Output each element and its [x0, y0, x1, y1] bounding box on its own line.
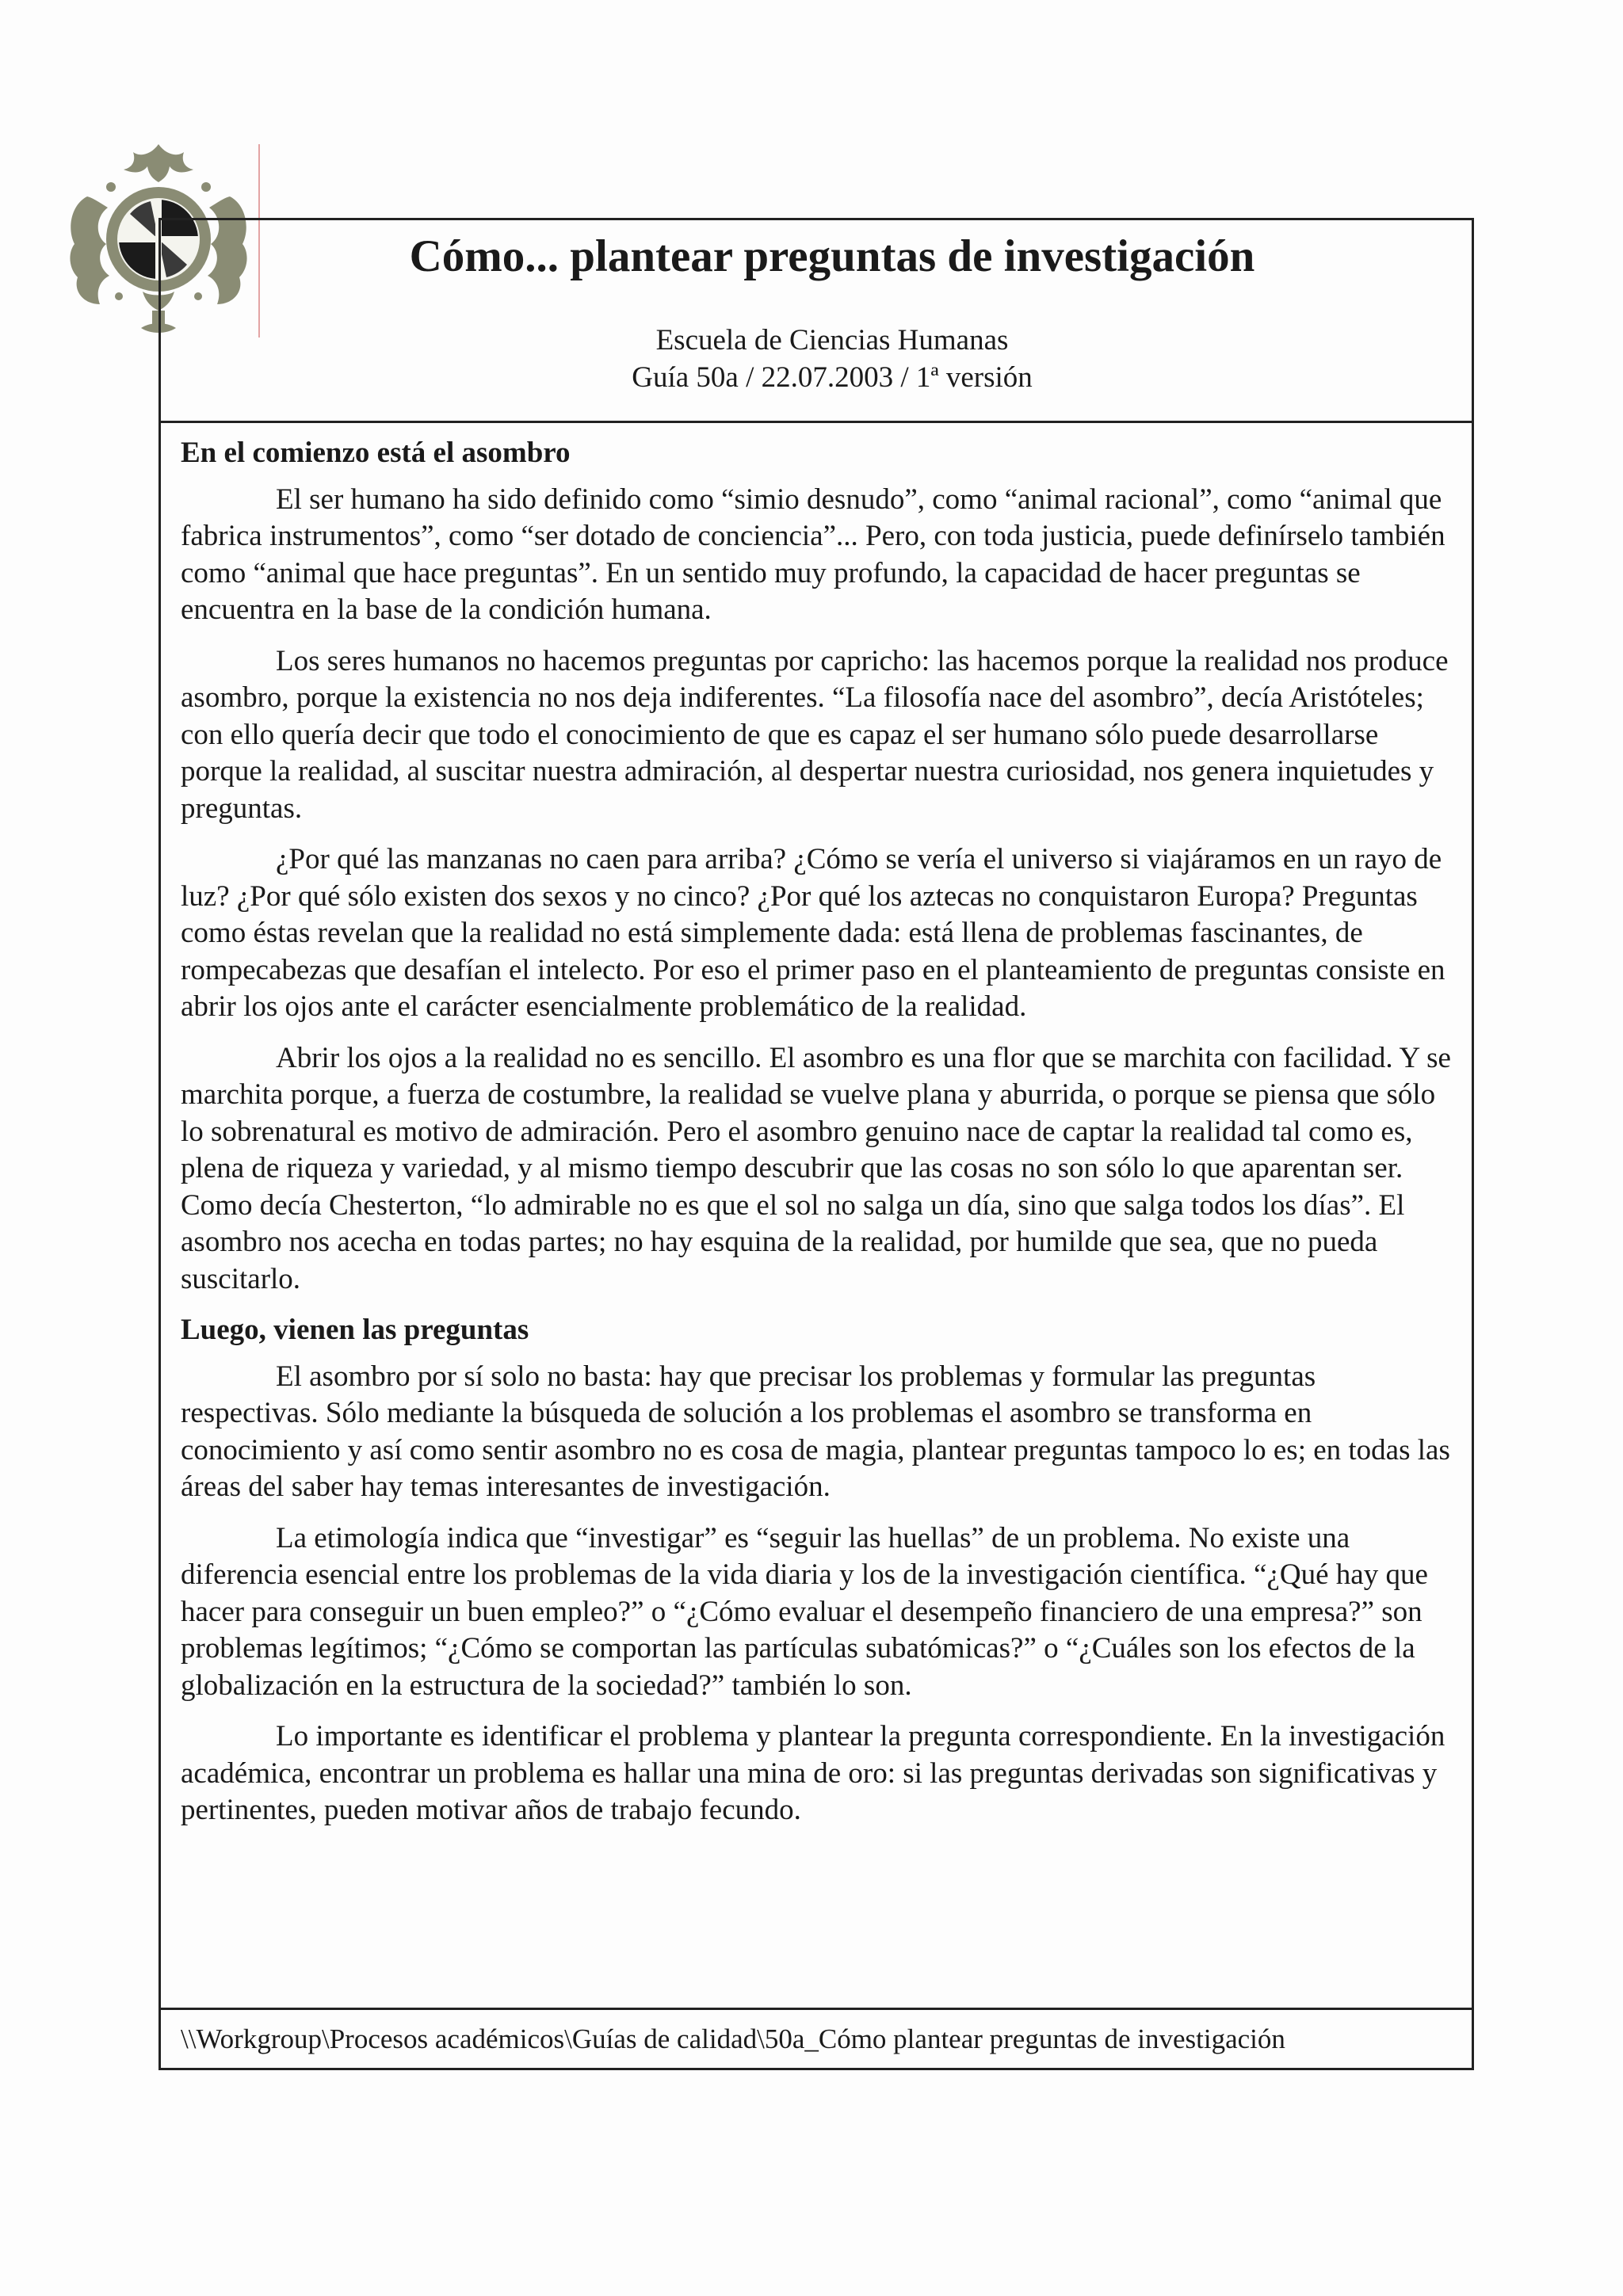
guide-info: Guía 50a / 22.07.2003 / 1ª versión	[632, 361, 1033, 394]
document-header	[161, 220, 1472, 423]
paragraph: Los seres humanos no hacemos preguntas por capricho: las hacemos porque la realidad nos produce asombro, porque la existencia no nos deja indiferentes. “La filosofía nace del asombro”, decía Aristóteles; con ello quería decir que todo el conocimiento de que es capaz el ser humano sólo puede desarrollarse porque la realidad, al suscitar nuestra admiración, al despertar nuestra curiosidad, nos genera inquietudes y preguntas.	[181, 644, 1449, 825]
section-heading: Luego, vienen las preguntas	[181, 1314, 529, 1346]
page-title: Cómo... plantear preguntas de investigación	[409, 231, 1255, 281]
paragraph: Lo importante es identificar el problema y plantear la pregunta correspondiente. En la investigación académica, encontrar un problema es hallar una mina de oro: si las preguntas derivadas son significativas y pertinentes, pueden motivar años de trabajo fecundo.	[181, 1720, 1445, 1826]
document-body	[181, 435, 1452, 1844]
document-frame	[158, 218, 1474, 2070]
paragraph: El ser humano ha sido definido como “simio desnudo”, como “animal racional”, como “animal que fabrica instrumentos”, como “ser dotado de conciencia”... Pero, con toda justicia, puede definírselo también como “animal que hace preguntas”. En un sentido muy profundo, la capacidad de hacer preguntas se encuentra en la base de la condición humana.	[181, 482, 1445, 626]
school-name: Escuela de Ciencias Humanas	[655, 324, 1009, 357]
document-footer	[161, 2008, 1472, 2068]
header-subtitle	[161, 322, 1472, 396]
paragraph: La etimología indica que “investigar” es “seguir las huellas” de un problema. No existe una diferencia esencial entre los problemas de la vida diaria y los de la investigación científica. “¿Qué hay que hacer para conseguir un buen empleo?” o “¿Cómo evaluar el desempeño financiero de una empresa?” son problemas legítimos; “¿Cómo se comportan las partículas subatómicas?” o “¿Cuáles son los efectos de la globalización en la estructura de la sociedad?” también lo son.	[181, 1521, 1428, 1702]
paragraph: Abrir los ojos a la realidad no es sencillo. El asombro es una flor que se marchita con facilidad. Y se marchita porque, a fuerza de costumbre, la realidad se vuelve plana y aburrida, o porque se piensa que sólo lo sobrenatural es motivo de admiración. Pero el asombro genuino nace de captar la realidad tal como es, plena de riqueza y variedad, y al mismo tiempo descubrir que las cosas no son sólo lo que aparentan ser. Como decía Chesterton, “lo admirable no es que el sol no salga un día, sino que salga todos los días”. El asombro nos acecha en todas partes; no hay esquina de la realidad, por humilde que sea, que no pueda suscitarlo.	[181, 1041, 1451, 1295]
section-heading: En el comienzo está el asombro	[181, 437, 571, 469]
paragraph: El asombro por sí solo no basta: hay que precisar los problemas y formular las preguntas respectivas. Sólo mediante la búsqueda de solución a los problemas el asombro se transforma en conocimiento y así como sentir asombro no es cosa de magia, plantear preguntas tampoco lo es; en todas las áreas del saber hay temas interesantes de investigación.	[181, 1360, 1450, 1503]
paragraph: ¿Por qué las manzanas no caen para arriba? ¿Cómo se vería el universo si viajáramos en un rayo de luz? ¿Por qué sólo existen dos sexos y no cinco? ¿Por qué los aztecas no conquistaron Europa? Preguntas como éstas revelan que la realidad no está simplemente dada: está llena de problemas fascinantes, de rompecabezas que desafían el intelecto. Por eso el primer paso en el planteamiento de preguntas consiste en abrir los ojos ante el carácter esencialmente problemático de la realidad.	[181, 843, 1445, 1023]
file-path: \\Workgroup\Procesos académicos\Guías de calidad\50a_Cómo plantear preguntas de investigación	[181, 2023, 1285, 2054]
